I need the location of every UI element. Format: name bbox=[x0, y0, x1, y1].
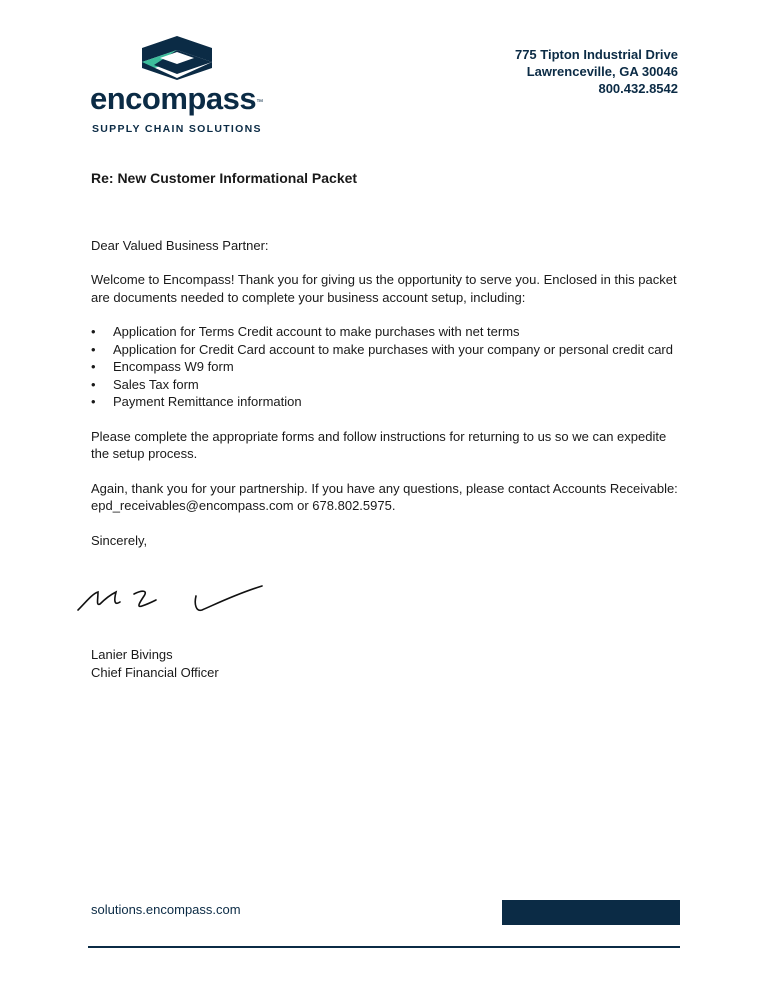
company-logo bbox=[90, 34, 280, 138]
handwritten-signature bbox=[76, 580, 276, 620]
footer-bar bbox=[502, 900, 680, 925]
letter-intro: Welcome to Encompass! Thank you for giving us the opportunity to serve you. Enclosed in this packet are documents needed to complete your business account setup, including: bbox=[91, 272, 677, 305]
address-phone: 800.432.8542 bbox=[598, 81, 678, 96]
list-item: • Application for Terms Credit account to make purchases with net terms bbox=[91, 323, 681, 341]
letter-closing-note: Again, thank you for your partnership. If you have any questions, please contact Accounts Receivable: epd_receivables@encompass.com or 678.802.5975. bbox=[91, 480, 678, 513]
company-address bbox=[515, 46, 678, 97]
letter-salutation: Dear Valued Business Partner: bbox=[91, 237, 269, 253]
footer-website: solutions.encompass.com bbox=[91, 902, 241, 917]
letter-sign-off: Sincerely, bbox=[91, 532, 148, 548]
footer-divider bbox=[88, 946, 680, 948]
list-item: • Sales Tax form bbox=[91, 376, 681, 394]
encompass-logo-icon bbox=[140, 34, 214, 80]
list-item: • Application for Credit Card account to make purchases with your company or personal credit card bbox=[91, 341, 681, 359]
enclosed-documents-list bbox=[91, 323, 681, 411]
address-street: 775 Tipton Industrial Drive bbox=[514, 47, 678, 62]
trademark-symbol: ™ bbox=[256, 99, 263, 106]
letter-subject: Re: New Customer Informational Packet bbox=[91, 170, 358, 186]
list-item: • Payment Remittance information bbox=[91, 393, 681, 411]
address-city: Lawrenceville, GA 30046 bbox=[526, 64, 678, 79]
signer-name: Lanier Bivings bbox=[91, 647, 173, 662]
signer-title: Chief Financial Officer bbox=[91, 664, 219, 680]
letter-body bbox=[91, 170, 681, 549]
letter-instructions: Please complete the appropriate forms and follow instructions for returning to us so we can expedite the setup process. bbox=[91, 428, 667, 461]
signer-block bbox=[91, 646, 219, 681]
list-item: • Encompass W9 form bbox=[91, 358, 681, 376]
logo-tagline: SUPPLY CHAIN SOLUTIONS bbox=[92, 123, 262, 135]
logo-wordmark: encompass™ bbox=[90, 81, 263, 116]
